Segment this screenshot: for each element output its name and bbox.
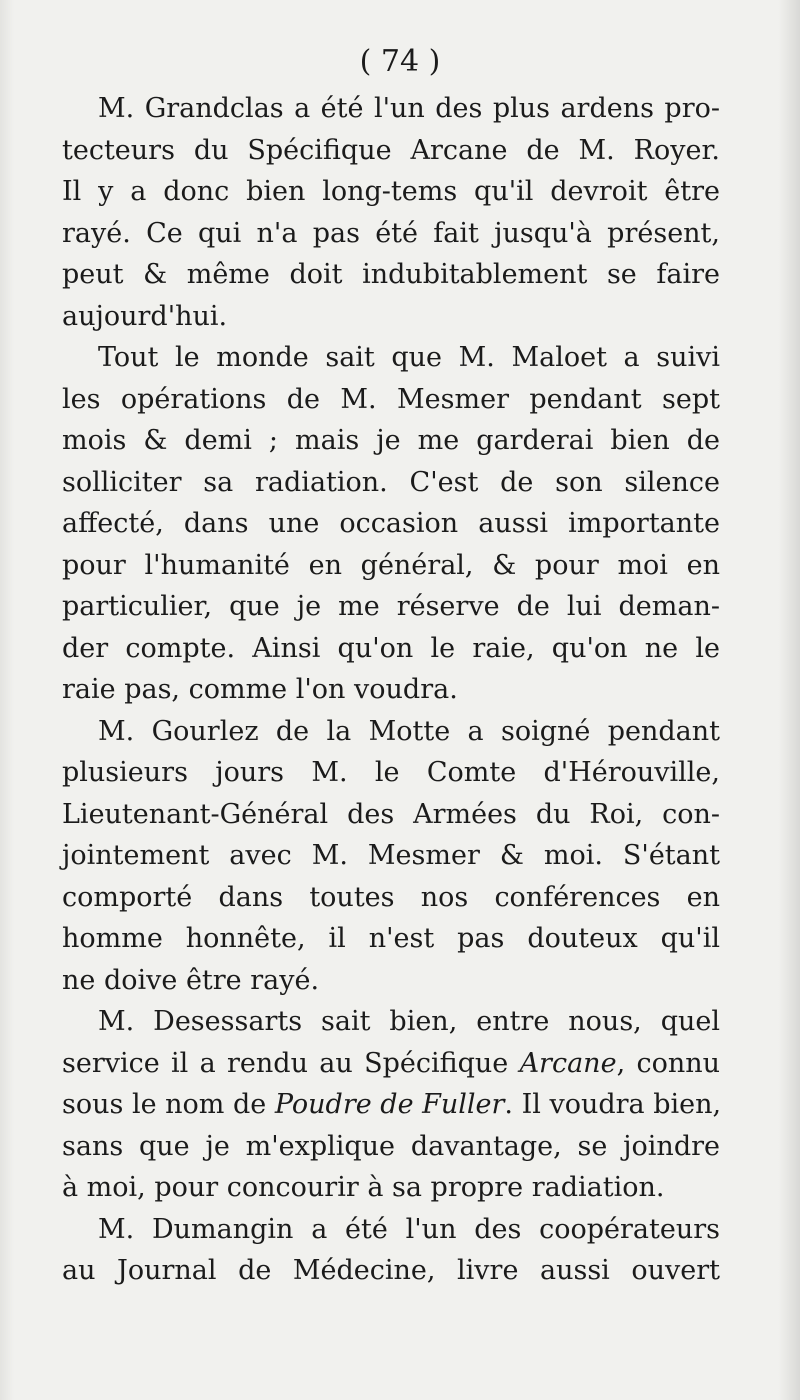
text-line: Lieutenant-Général des Armées du Roi, con- <box>62 798 720 830</box>
text-segment: , connu <box>616 1047 720 1079</box>
text-line: plusieurs jours M. le Comte d'Hérouville, <box>62 757 720 788</box>
text-line: mois & demi ; mais je me garderai bien de <box>62 425 720 456</box>
text-segment: sous le nom de <box>62 1089 275 1120</box>
text-line: ne doive être rayé. <box>62 964 320 996</box>
text-line: rayé. Ce qui n'a pas été fait jusqu'à présent, <box>62 217 720 249</box>
text-line: affecté, dans une occasion aussi importante <box>62 508 720 539</box>
text-segment: . Il voudra bien, <box>504 1089 722 1120</box>
text-line: der compte. Ainsi qu'on le raie, qu'on ne le <box>62 632 720 664</box>
page-edge-shadow <box>778 0 800 1400</box>
text-line: peut & même doit indubitablement se faire <box>62 259 720 290</box>
text-line: au Journal de Médecine, livre aussi ouvert <box>62 1255 720 1286</box>
text-line: M. Desessarts sait bien, entre nous, quel <box>98 1006 720 1037</box>
text-line <box>62 1084 720 1126</box>
text-line: homme honnête, il n'est pas douteux qu'il <box>62 923 720 954</box>
page-gutter-shadow <box>0 0 14 1400</box>
body-text <box>62 88 720 1292</box>
text-line: les opérations de M. Mesmer pendant sept <box>62 383 720 415</box>
text-segment: service il a rendu au Spécifique <box>62 1047 520 1079</box>
text-line: à moi, pour concourir à sa propre radiation. <box>62 1172 665 1203</box>
text-line: comporté dans toutes nos conférences en <box>62 881 720 913</box>
text-line: aujourd'hui. <box>62 300 228 332</box>
italic-term: Poudre de Fuller <box>274 1089 505 1120</box>
text-line: tecteurs du Spécifique Arcane de M. Royer. <box>62 134 720 166</box>
text-line: raie pas, comme l'on voudra. <box>62 674 458 705</box>
text-line: Il y a donc bien long-tems qu'il devroit être <box>62 176 720 207</box>
text-line: pour l'humanité en général, & pour moi en <box>62 549 720 581</box>
page-number: ( 74 ) <box>359 44 441 79</box>
italic-term: Arcane <box>519 1047 617 1079</box>
text-line: M. Dumangin a été l'un des coopérateurs <box>98 1213 720 1245</box>
text-line: M. Grandclas a été l'un des plus ardens pro- <box>98 93 720 124</box>
text-line: particulier, que je me réserve de lui deman- <box>62 591 720 622</box>
text-line <box>62 1043 720 1085</box>
text-line: Tout le monde sait que M. Maloet a suivi <box>98 342 720 373</box>
text-line: solliciter sa radiation. C'est de son silence <box>62 466 720 498</box>
text-line: sans que je m'explique davantage, se joindre <box>62 1130 720 1162</box>
text-line: M. Gourlez de la Motte a soigné pendant <box>98 715 720 747</box>
text-line: jointement avec M. Mesmer & moi. S'étant <box>62 840 720 871</box>
